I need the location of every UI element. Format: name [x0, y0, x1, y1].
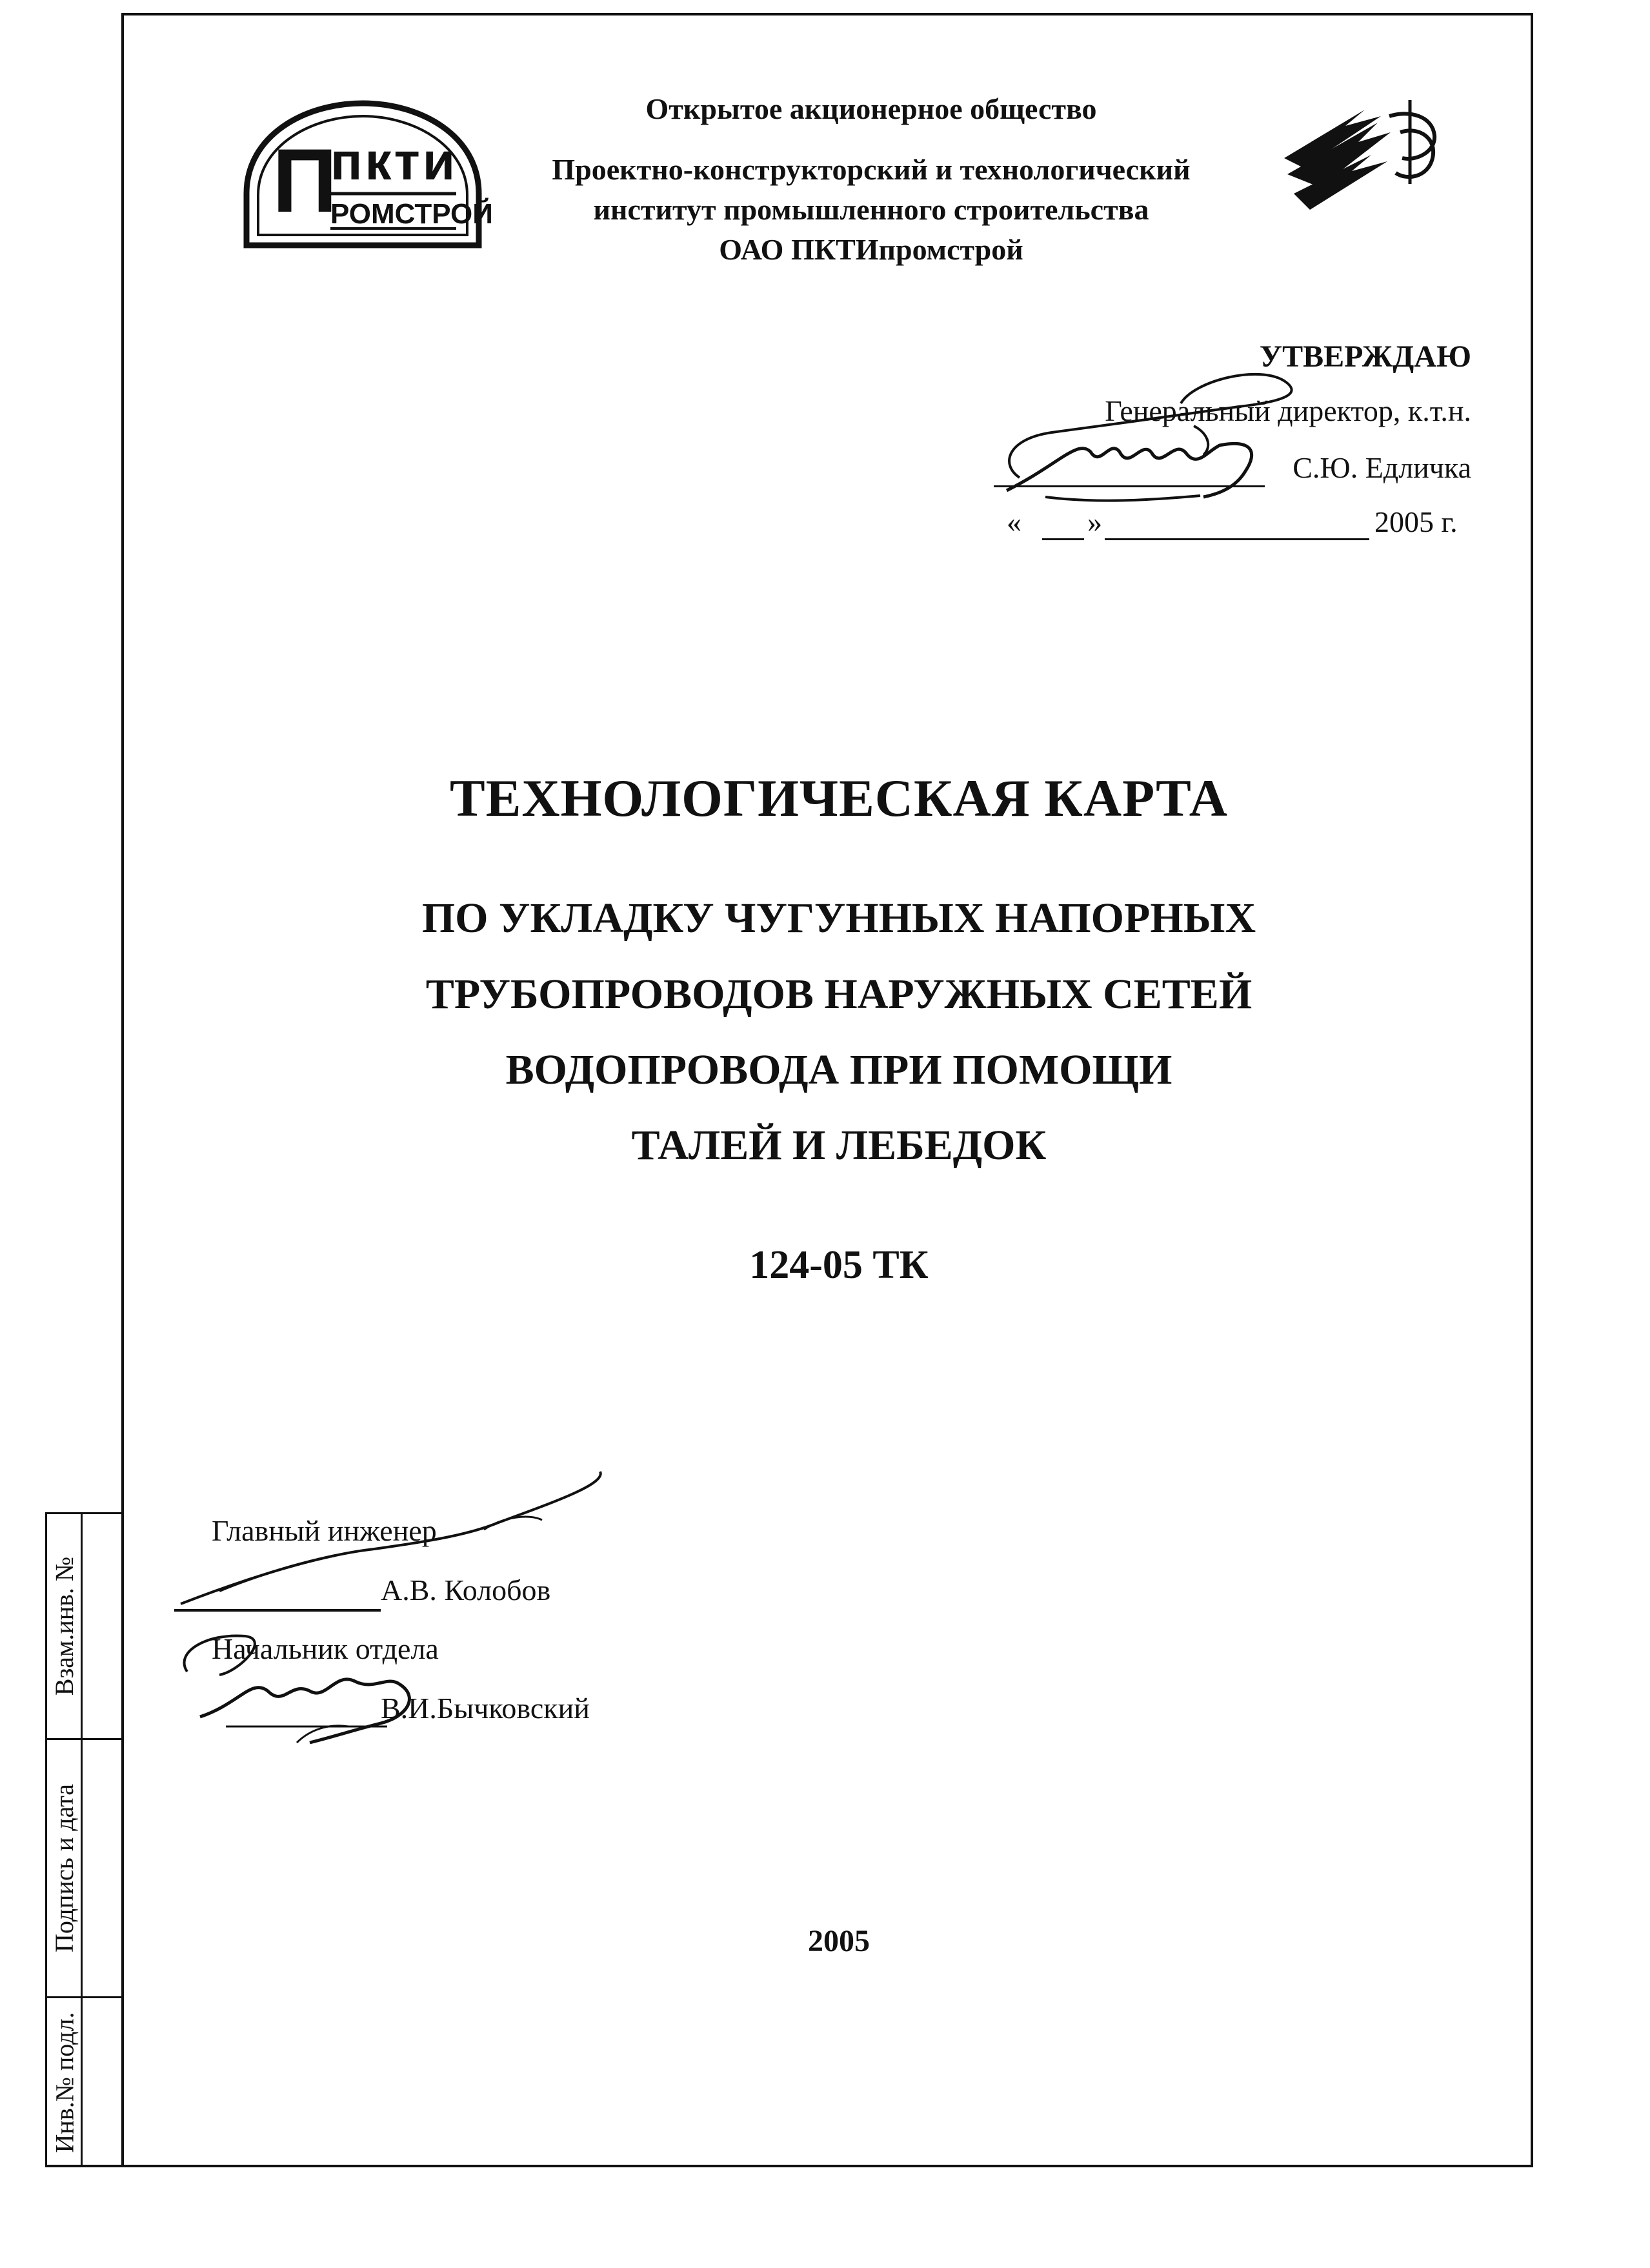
document-code: 124-05 ТК [749, 1243, 929, 1287]
department-head-position: Начальник отдела [212, 1632, 439, 1665]
document-subtitle-line-3: ВОДОПРОВОДА ПРИ ПОМОЩИ [505, 1046, 1172, 1093]
approval-title: УТВЕРЖДАЮ [1259, 339, 1471, 374]
date-month-line [1105, 538, 1369, 540]
chief-engineer-name: А.В. Колобов [381, 1574, 551, 1606]
organization-name [452, 150, 1291, 270]
logo-text-bottom: РОМСТРОЙ [330, 198, 493, 230]
organization-name-line-2: институт промышленного строительства [593, 193, 1149, 226]
approval-name: С.Ю. Едличка [1293, 451, 1471, 484]
document-title: ТЕХНОЛОГИЧЕСКАЯ КАРТА [450, 769, 1228, 827]
bird-emblem-logo [1281, 97, 1449, 219]
chief-engineer-position: Главный инженер [212, 1514, 437, 1547]
margin-label-replacement-inv: Взам.инв. № [50, 1556, 79, 1696]
document-subtitle-line-4: ТАЛЕЙ И ЛЕБЕДОК [631, 1122, 1047, 1169]
date-quote-close: » [1087, 505, 1102, 538]
date-day-line [1042, 538, 1084, 540]
margin-stamp [45, 1512, 124, 2167]
signatures-lower [161, 1459, 626, 1756]
frame-right-border [1531, 13, 1533, 2167]
document-subtitle-line-2: ТРУБОПРОВОДОВ НАРУЖНЫХ СЕТЕЙ [425, 971, 1253, 1018]
organization-short-name: ОАО ПКТИпромстрой [719, 233, 1023, 266]
logo-text-top: пкти [330, 132, 458, 191]
document-year: 2005 [808, 1924, 870, 1958]
logo-letter: П [272, 130, 337, 231]
department-head-name: В.И.Бычковский [381, 1692, 590, 1725]
director-signature [981, 342, 1342, 536]
margin-label-signature-date: Подпись и дата [50, 1783, 79, 1953]
organization-name-line-1: Проектно-конструкторский и технологический [552, 153, 1191, 186]
document-subtitle-line-1: ПО УКЛАДКУ ЧУГУННЫХ НАПОРНЫХ [421, 895, 1256, 942]
margin-label-original-inv: Инв.№ подл. [50, 2012, 79, 2152]
organization-type: Открытое акционерное общество [645, 92, 1097, 125]
approval-year: 2005 г. [1374, 505, 1458, 538]
frame-bottom-border [45, 2165, 1533, 2167]
frame-top-border [121, 13, 1533, 15]
date-quote-open: « [1007, 505, 1021, 538]
approval-position: Генеральный директор, к.т.н. [1105, 394, 1471, 427]
